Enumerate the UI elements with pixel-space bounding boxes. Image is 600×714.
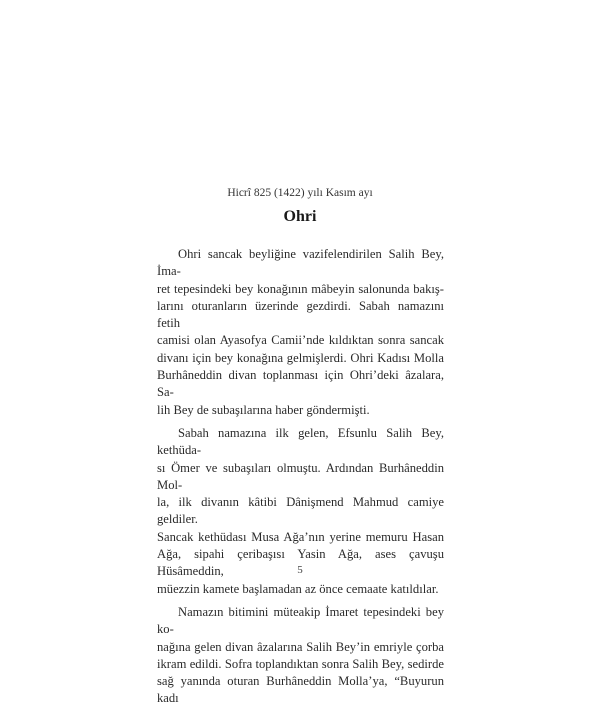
text-line: Ağa, sipahi çeribaşısı Yasin Ağa, ases çavuşu Hüsâmeddin, [157, 547, 444, 579]
text-line: müezzin kamete başlamadan az önce cemaate katıldılar. [157, 581, 439, 596]
chapter-title: Ohri [283, 208, 317, 225]
page-number: 5 [297, 564, 303, 576]
chapter-body [157, 246, 444, 714]
paragraph-1 [157, 246, 444, 419]
text-line: Sabah namazına ilk gelen, Efsunlu Salih Bey, kethüda- [157, 425, 444, 458]
text-line: sağ yanında oturan Burhâneddin Molla’ya, “Buyurun kadı [157, 674, 444, 706]
paragraph-3 [157, 604, 444, 708]
text-line: Ohri sancak beyliğine vazifelendirilen Salih Bey, İma- [157, 247, 444, 279]
text-line: la, ilk divanın kâtibi Dânişmend Mahmud camiye geldiler. [157, 495, 444, 527]
text-line: camisi olan Ayasofya Camii’nde kıldıktan sonra sancak [157, 333, 444, 348]
text-line: Sancak kethüdası Musa Ağa’nın yerine memuru Hasan [157, 529, 444, 544]
text-line: lih Bey de subaşılarına haber göndermişti. [157, 402, 370, 417]
chapter-date-subtitle: Hicrî 825 (1422) yılı Kasım ayı [227, 187, 373, 199]
text-line: ret tepesindeki bey konağının mâbeyin salonunda bakış- [157, 281, 444, 296]
text-line: ikram edildi. Sofra toplandıktan sonra Salih Bey, sedirde [157, 656, 444, 671]
text-line: sı Ömer ve subaşıları olmuştu. Ardından Burhâneddin Mol- [157, 460, 444, 492]
text-line: divanı için bey konağına gelmişlerdi. Ohri Kadısı Molla [157, 350, 444, 365]
text-line: Burhâneddin divan toplanması için Ohri’deki âzalara, Sa- [157, 368, 444, 400]
text-line: nağına gelen divan âzalarına Salih Bey’in emriyle çorba [157, 639, 444, 654]
text-line: Namazın bitimini müteakip İmaret tepesindeki bey ko- [157, 604, 444, 637]
text-line: larını oturanların üzerinde gezdirdi. Sabah namazını fetih [157, 298, 444, 331]
